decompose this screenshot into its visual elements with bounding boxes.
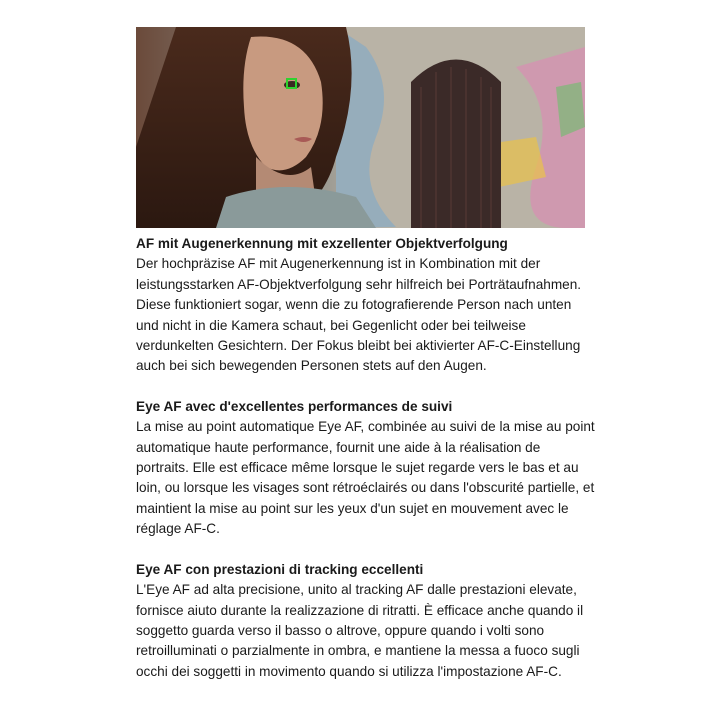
section-body: L'Eye AF ad alta precisione, unito al tracking AF dalle prestazioni elevate, fornisce aiuto durante la realizzazione di ritratti. È efficace anche quando il soggetto guarda verso il basso o altrove, oppure quando i volti sono retroilluminati o parzialmente in ombra, e mantiene la messa a fuoco sugli occhi dei soggetti in movimento quando si utilizza l'impostazione AF-C. bbox=[136, 582, 584, 679]
portrait-photo bbox=[136, 27, 585, 228]
section-german bbox=[136, 234, 596, 377]
section-title: AF mit Augenerkennung mit exzellenter Objektverfolgung bbox=[136, 236, 508, 251]
section-title: Eye AF con prestazioni di tracking eccellenti bbox=[136, 561, 424, 577]
eye-af-focus-frame-icon bbox=[286, 78, 297, 89]
section-body: La mise au point automatique Eye AF, combinée au suivi de la mise au point automatique haute performance, fournit une aide à la réalisation de portraits. Elle est efficace même lorsque le sujet regarde vers le bas et au loin, ou lorsque les visages sont rétroéclairés ou dans l'obscurité partielle, et maintient la mise au point sur les yeux d'un sujet en mouvement avec le réglage AF-C. bbox=[136, 419, 595, 537]
feature-description bbox=[136, 234, 596, 702]
section-title: Eye AF avec d'excellentes performances de suivi bbox=[136, 398, 453, 414]
section-french bbox=[136, 397, 596, 540]
section-body: Der hochpräzise AF mit Augenerkennung ist in Kombination mit der leistungsstarken AF-Objektverfolgung sehr hilfreich bei Porträtaufnahmen. Diese funktioniert sogar, wenn die zu fotografierende Person nach unten und nicht in die Kamera schaut, bei Gegenlicht oder bei teilweise verdunkelten Gesichtern. Der Fokus bleibt bei aktivierter AF-C-Einstellung auch bei sich bewegenden Personen stets auf den Augen. bbox=[136, 256, 582, 374]
portrait-illustration bbox=[136, 27, 585, 228]
section-italian bbox=[136, 560, 596, 682]
